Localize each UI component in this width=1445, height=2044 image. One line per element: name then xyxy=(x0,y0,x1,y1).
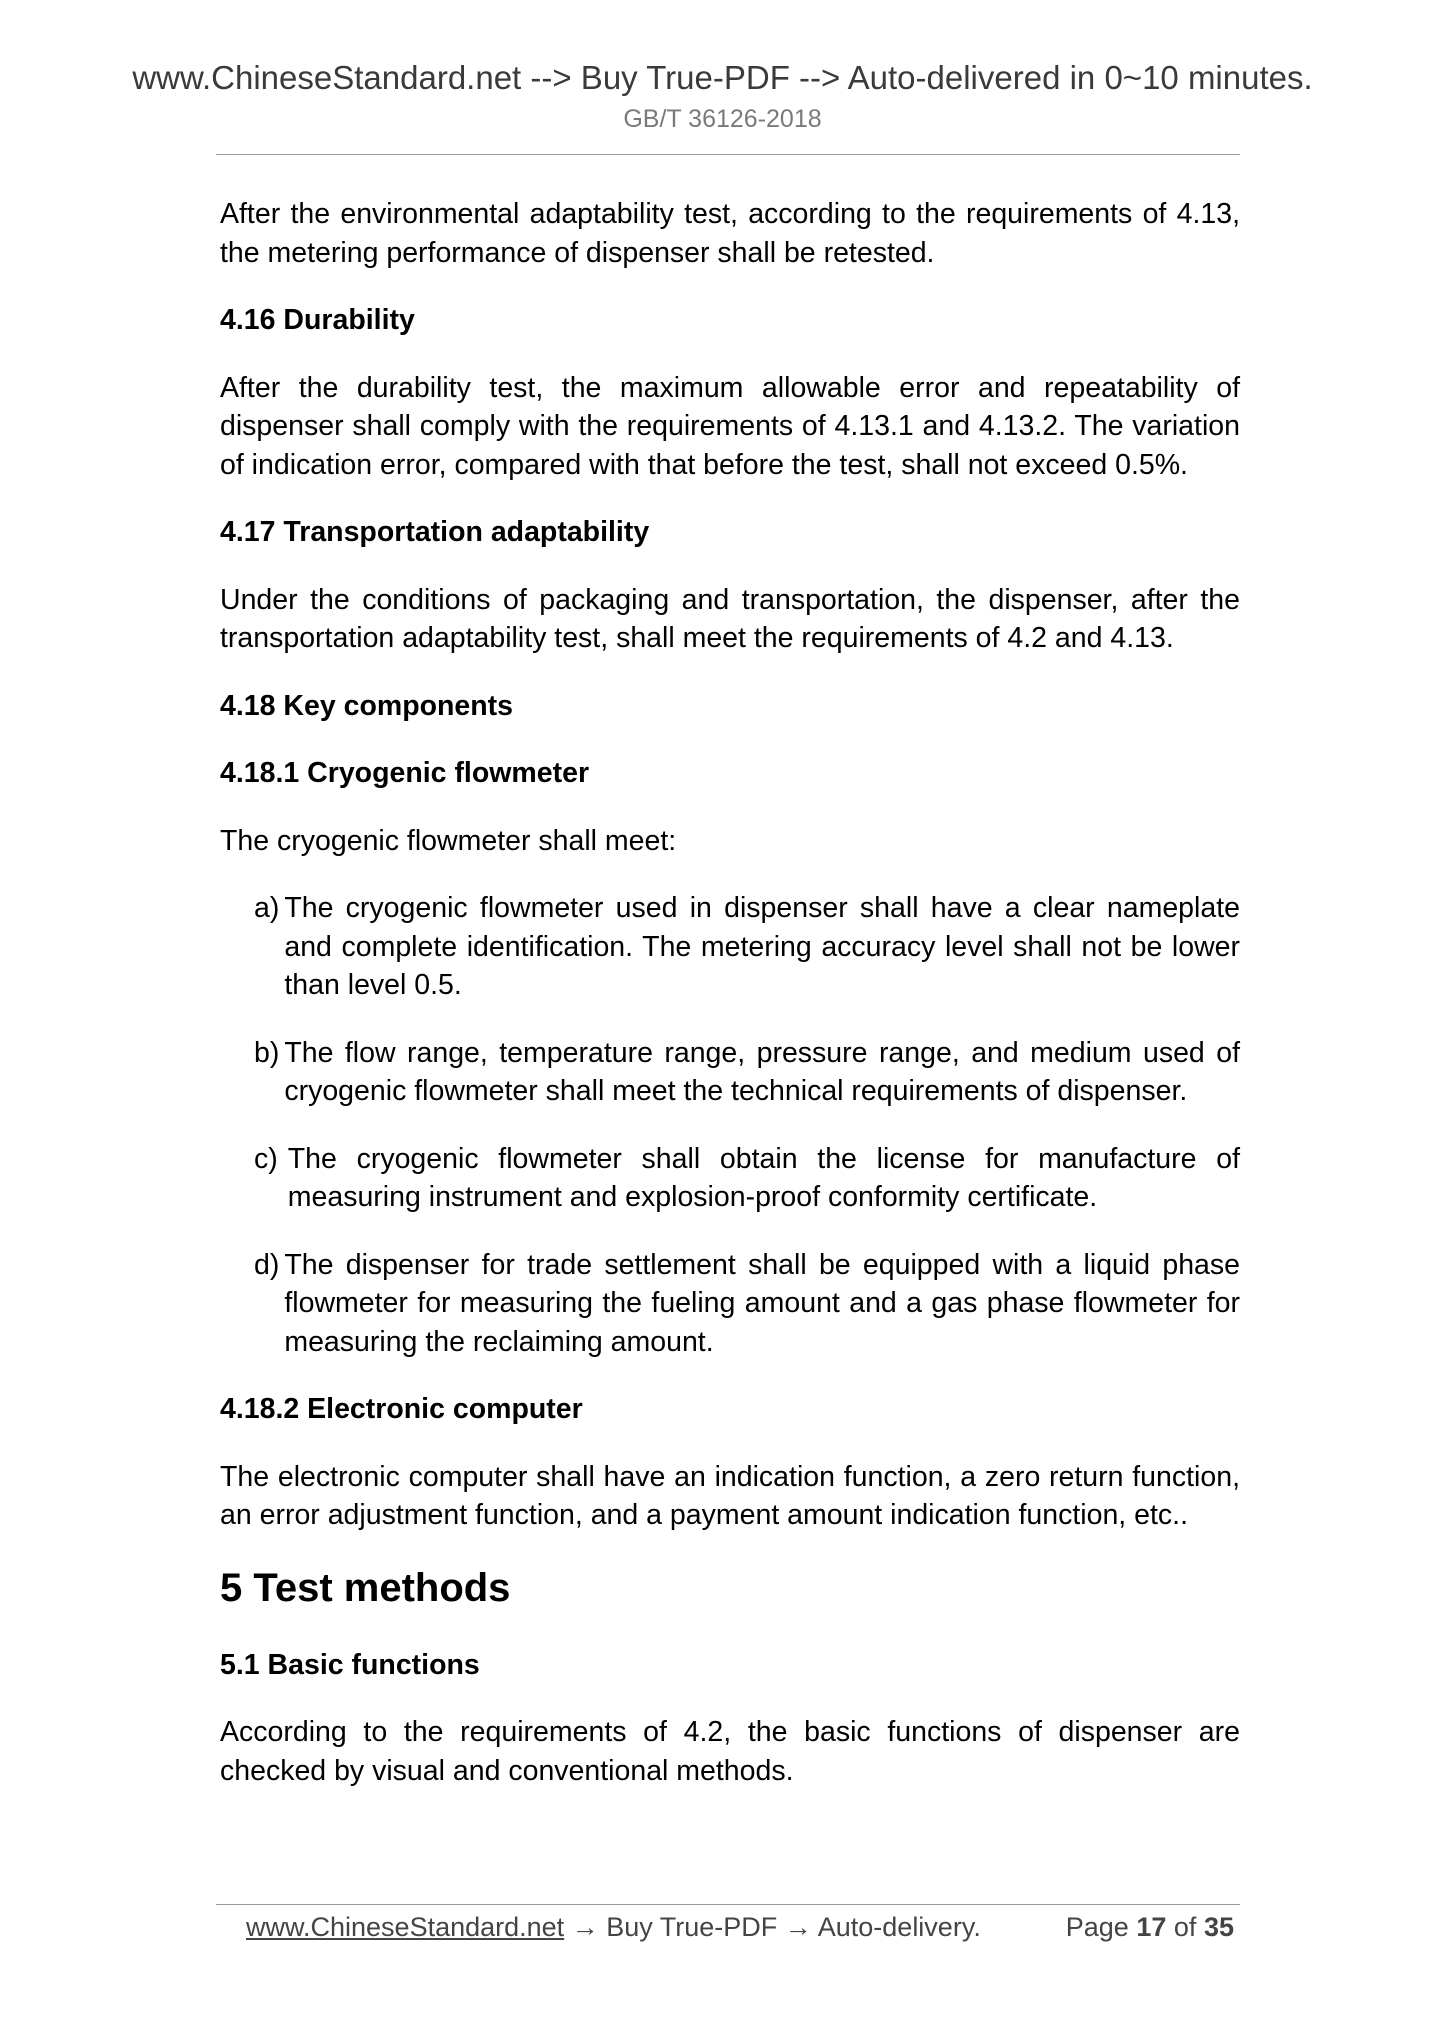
footer-divider xyxy=(216,1904,1240,1905)
of-word: of xyxy=(1173,1912,1197,1942)
total-pages: 35 xyxy=(1203,1912,1234,1942)
list-item-text: The flow range, temperature range, pressure range, and medium used of cryogenic flowmeter shall meet the technical requirements of dispenser. xyxy=(284,1036,1240,1107)
section-4-18-heading: 4.18 Key components xyxy=(220,689,514,722)
section-4-18-1-lead: The cryogenic flowmeter shall meet: xyxy=(220,824,677,857)
list-item xyxy=(254,1034,1240,1111)
section-5-heading: 5 Test methods xyxy=(220,1565,511,1610)
list-item-text: The dispenser for trade settlement shall be equipped with a liquid phase flowmeter for measuring the fueling amount and a gas phase flowmeter for measuring the reclaiming amount. xyxy=(284,1248,1240,1358)
header-banner: www.ChineseStandard.net --> Buy True-PDF --> Auto-delivered in 0~10 minutes. xyxy=(132,59,1313,96)
list-item-label: c) xyxy=(254,1142,278,1175)
page-number xyxy=(1066,1908,1234,1946)
list-item-label: d) xyxy=(254,1248,280,1281)
list-item-label: b) xyxy=(254,1036,280,1069)
list-item xyxy=(254,889,1240,1005)
footer-tagline: → Buy True-PDF → Auto-delivery. xyxy=(564,1912,981,1942)
intro-paragraph: After the environmental adaptability test, according to the requirements of 4.13, the metering performance of dispenser shall be retested. xyxy=(220,198,1240,269)
section-4-17-heading: 4.17 Transportation adaptability xyxy=(220,516,650,548)
section-4-17-paragraph: Under the conditions of packaging and transportation, the dispenser, after the transportation adaptability test, shall meet the requirements of 4.2 and 4.13. xyxy=(220,583,1240,654)
section-4-16-heading: 4.16 Durability xyxy=(220,304,415,336)
header-divider xyxy=(216,154,1240,155)
footer-link[interactable]: www.ChineseStandard.net xyxy=(246,1912,565,1942)
page-word: Page xyxy=(1065,1912,1129,1942)
list-item-label: a) xyxy=(254,892,280,924)
current-page: 17 xyxy=(1136,1912,1167,1942)
section-4-18-2-paragraph: The electronic computer shall have an indication function, a zero return function, an error adjustment function, and a payment amount indication function, etc.. xyxy=(220,1460,1240,1531)
list-item xyxy=(254,1140,1240,1217)
section-4-18-2-heading: 4.18.2 Electronic computer xyxy=(220,1393,583,1425)
section-5-1-heading: 5.1 Basic functions xyxy=(220,1648,480,1681)
section-5-1-paragraph: According to the requirements of 4.2, the basic functions of dispenser are checked by visual and conventional methods. xyxy=(220,1716,1240,1787)
document-id: GB/T 36126-2018 xyxy=(623,105,822,133)
list-item-text: The cryogenic flowmeter used in dispenser shall have a clear nameplate and complete identification. The metering accuracy level shall not be lower than level 0.5. xyxy=(284,892,1240,1001)
section-4-16-paragraph: After the durability test, the maximum allowable error and repeatability of dispenser shall comply with the requirements of 4.13.1 and 4.13.2. The variation of indication error, compared with that before the test, shall not exceed 0.5%. xyxy=(220,371,1240,481)
list-item-text: The cryogenic flowmeter shall obtain the license for manufacture of measuring instrument and explosion-proof conformity certificate. xyxy=(287,1142,1240,1213)
section-4-18-1-heading: 4.18.1 Cryogenic flowmeter xyxy=(220,757,590,789)
page-content xyxy=(220,195,1240,1819)
page-footer xyxy=(246,1908,1240,1948)
list-item xyxy=(254,1246,1240,1362)
